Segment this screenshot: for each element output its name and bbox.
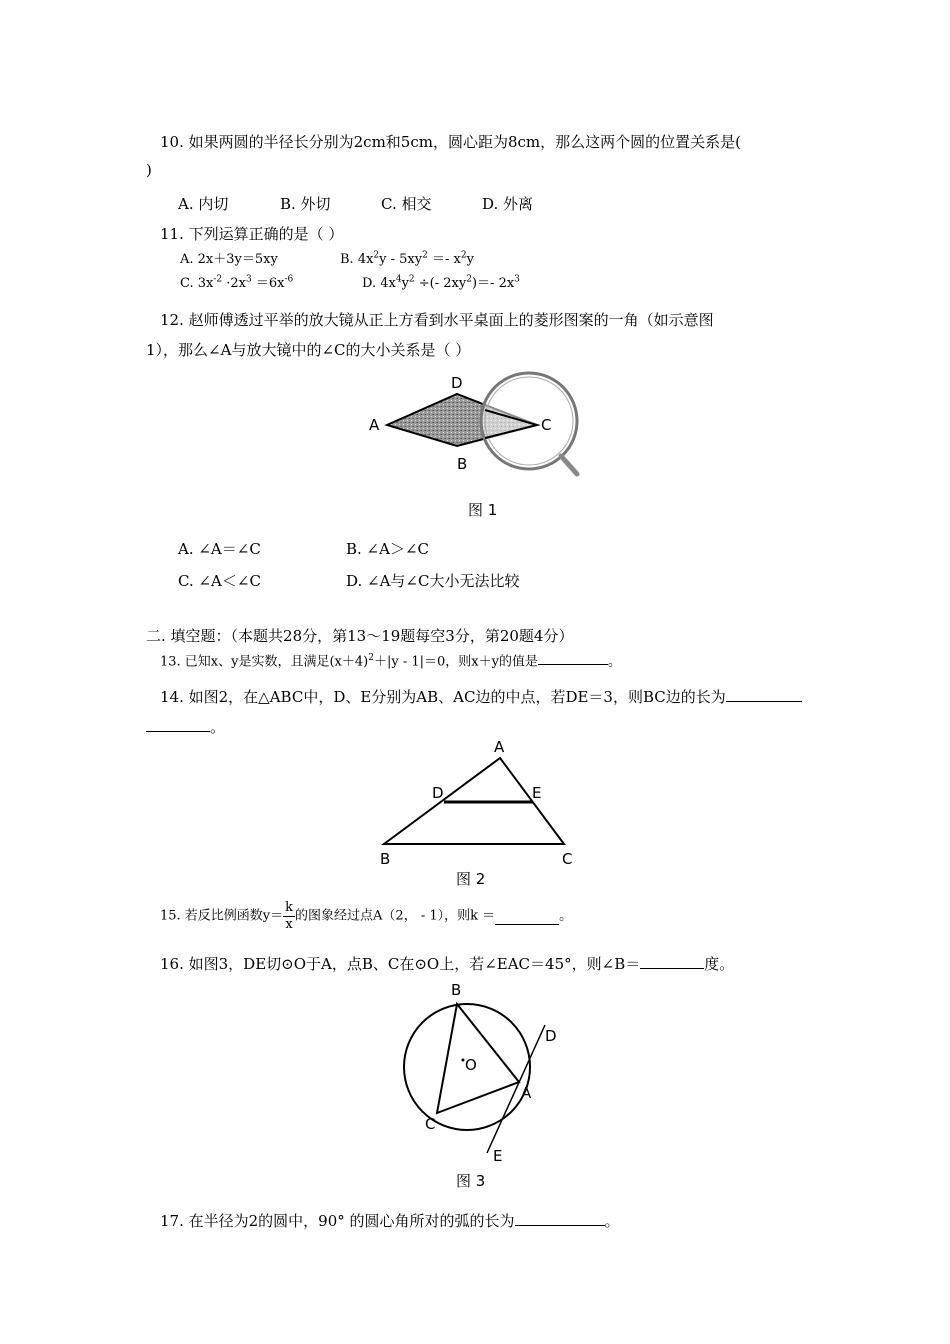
q14-text: 14. 如图2，在△ABC中，D、E分别为AB、AC边的中点，若DE＝3，则BC边的长为: [160, 686, 802, 707]
q17-text: 17. 在半径为2的圆中，90° 的圆心角所对的弧的长为 。: [160, 1212, 620, 1230]
fig2-label-b: B: [380, 850, 391, 868]
q13-text: 13. 已知x、y是实数，且满足$(x+4)^2+|y - 1|=0$，则x＋y的值是 。: [160, 648, 621, 672]
section-2-heading: 二. 填空题：（本题共28分，第13～19题每空3分，第20题4分）: [146, 627, 574, 645]
figure-1-caption: 图 1: [468, 501, 498, 519]
triangle-bca: [437, 1004, 519, 1113]
figure-1-rhombus-magnifier: [365, 370, 605, 485]
fig3-label-a: A: [521, 1084, 532, 1102]
fig3-label-d: D: [545, 1027, 557, 1045]
figure-2-triangle: [370, 738, 590, 873]
q14-answer-blank-cont[interactable]: [146, 716, 210, 732]
q12-option-b: B. ∠A＞∠C: [346, 540, 430, 558]
q10-option-c: C. 相交: [381, 195, 432, 213]
fig3-label-o: O: [465, 1056, 477, 1074]
q12-option-c: C. ∠A＜∠C: [178, 572, 261, 590]
q10-option-a: A. 内切: [178, 195, 229, 213]
q15-fraction: $\frac{k}{x}$: [285, 900, 294, 932]
figure-2-caption: 图 2: [456, 870, 486, 888]
fig2-label-a: A: [494, 738, 505, 756]
fig3-label-e: E: [493, 1147, 503, 1165]
fig1-label-b: B: [457, 455, 468, 473]
fig2-label-d: D: [432, 784, 444, 802]
q16-text: 16. 如图3，DE切⊙O于A，点B、C在⊙O上，若∠EAC＝45°，则∠B＝ 度。: [160, 955, 735, 973]
q11-option-c: C. $3x^{-2} \cdot 2x^3 =6x^{-6}$: [180, 274, 294, 291]
fig1-label-a: A: [369, 416, 380, 434]
fig1-label-d: D: [451, 374, 463, 392]
figure-3-caption: 图 3: [456, 1172, 486, 1190]
fig1-label-c: C: [541, 416, 552, 434]
q11-text: 11. 下列运算正确的是（ ）: [160, 225, 344, 243]
fig2-label-c: C: [562, 850, 573, 868]
q12-text: 12. 赵师傅透过平举的放大镜从正上方看到水平桌面上的菱形图案的一角（如示意图: [160, 311, 714, 329]
q11-option-a: A. 2x＋3y＝5xy: [180, 252, 278, 267]
q10-option-b: B. 外切: [280, 195, 331, 213]
q11-option-b: B. $4x^2y - 5xy^2 =- x^2y$: [340, 250, 474, 267]
q12-option-d: D. ∠A与∠C大小无法比较: [346, 572, 520, 590]
q10-text-cont: ): [146, 161, 152, 179]
q14-answer-blank[interactable]: [726, 686, 802, 702]
q15-answer-blank[interactable]: [495, 909, 559, 925]
q17-answer-blank[interactable]: [515, 1210, 605, 1226]
q10-text: 10. 如果两圆的半径长分别为2cm和5cm，圆心距为8cm，那么这两个圆的位置关系是(: [160, 133, 741, 151]
q12-option-a: A. ∠A＝∠C: [178, 540, 261, 558]
q10-option-d: D. 外离: [482, 195, 534, 213]
q15-text: 15. 若反比例函数y＝ $\frac{k}{x}$ 的图象经过点A（2， - 1），则k ＝ 。: [160, 900, 573, 932]
q16-answer-blank[interactable]: [640, 953, 704, 969]
q13-answer-blank[interactable]: [538, 649, 608, 665]
figure-3-circle-tangent: [395, 975, 575, 1165]
q14-text-cont: 。: [146, 716, 225, 737]
q11-option-d: D. $4x^4y^2$ ÷(- $2xy^2)=-$ $2x^3$: [362, 274, 520, 291]
q12-text-cont: 1），那么∠A与放大镜中的∠C的大小关系是（ ）: [146, 341, 471, 359]
magnifier-handle: [561, 456, 577, 474]
fig3-label-b: B: [451, 981, 462, 999]
fig3-label-c: C: [425, 1115, 436, 1133]
fig2-label-e: E: [532, 784, 542, 802]
tangent-de: [487, 1025, 545, 1153]
